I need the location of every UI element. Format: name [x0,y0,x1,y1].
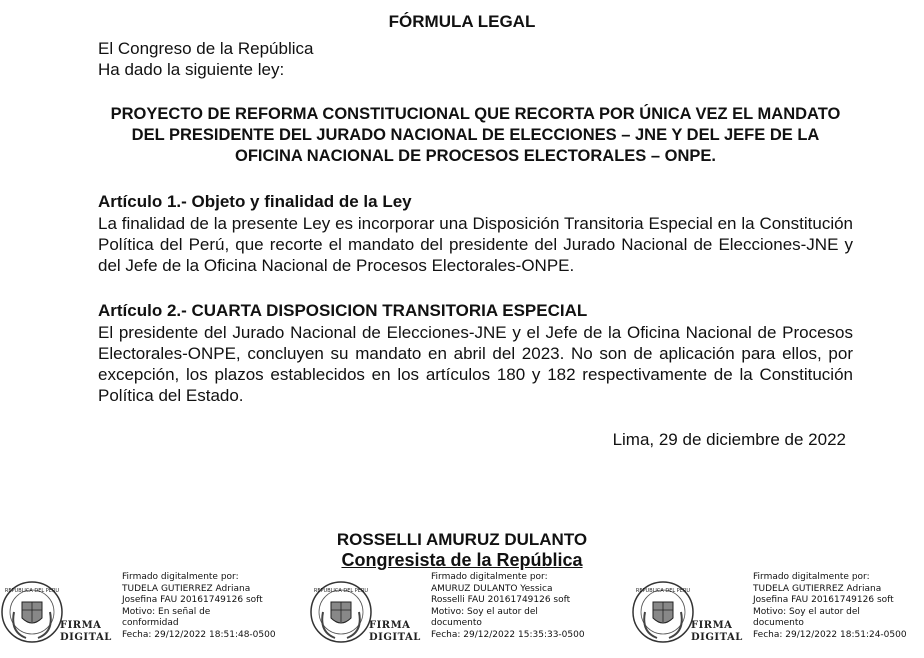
peru-coat-of-arms-seal-icon [631,572,695,658]
signature-info [753,572,907,641]
signer-role: Congresista de la República [341,550,583,570]
firma-label-line1: FIRMA [691,620,733,631]
intro-line-law: Ha dado la siguiente ley: [98,60,285,79]
signature-line: Firmado digitalmente por: [753,572,870,582]
law-title: PROYECTO DE REFORMA CONSTITUCIONAL QUE RECORTA POR ÚNICA VEZ EL MANDATO DEL PRESIDENTE DEL JURADO NACIONAL DE ELECCIONES – JNE Y DEL JEFE DE LA OFICINA NACIONAL DE PROCESOS ELECTORALES – ONPE. [110,105,841,165]
signature-line: Firmado digitalmente por: [122,572,239,582]
article-2-heading: Artículo 2.- CUARTA DISPOSICION TRANSITORIA ESPECIAL [98,301,588,320]
article-2 [98,300,853,406]
signature-line: TUDELA GUTIERREZ Adriana [753,583,882,594]
signature-line: Fecha: 29/12/2022 18:51:24-0500 [753,629,907,640]
signature-line: Fecha: 29/12/2022 15:35:33-0500 [431,629,585,640]
signature-line: Firmado digitalmente por: [431,572,548,582]
firma-digital-label [60,620,112,644]
seal-text: REPUBLICA DEL PERU [313,588,369,594]
firma-label-line2: DIGITAL [60,632,112,643]
article-2-body: El presidente del Jurado Nacional de Elecciones-JNE y el Jefe de la Oficina Nacional de Procesos Electorales-ONPE, concluyen su mandato en abril del 2023. No son de aplicación para ellos, por excepción, los plazos establecidos en los artículos 180 y 182 respectivamente de la Constitución Política del Estado. [98,323,853,405]
signature-line: documento [753,618,804,628]
article-1-body: La finalidad de la presente Ley es incorporar una Disposición Transitoria Especial en la Constitución Política del Perú, que recorte el mandato del presidente del Jurado Nacional de Elecciones-JNE y del Jefe de la Oficina Nacional de Procesos Electorales-ONPE. [98,214,853,275]
firma-label-line1: FIRMA [60,620,102,631]
firma-label-line2: DIGITAL [691,632,743,643]
signature-line: Josefina FAU 20161749126 soft [753,595,894,605]
signature-line: Josefina FAU 20161749126 soft [122,595,263,605]
signature-line: Motivo: En señal de [122,606,211,617]
signer-block [0,530,924,570]
intro-line-congress: El Congreso de la República [98,39,314,58]
signature-line: Motivo: Soy el autor del [753,606,860,617]
firma-label-line2: DIGITAL [369,632,421,643]
article-1-heading: Artículo 1.- Objeto y finalidad de la Ley [98,192,412,211]
firma-label-line1: FIRMA [369,620,411,631]
place-date: Lima, 29 de diciembre de 2022 [612,430,846,449]
legal-formula-heading: FÓRMULA LEGAL [388,12,536,31]
signature-info [431,572,585,641]
seal-text: REPUBLICA DEL PERU [4,588,60,594]
signature-line: AMURUZ DULANTO Yessica [431,583,553,594]
signature-line: conformidad [122,618,179,628]
signature-line: Motivo: Soy el autor del [431,606,538,617]
peru-coat-of-arms-seal-icon [0,572,64,658]
digital-signature-3 [631,566,924,658]
signature-info [122,572,276,641]
firma-digital-label [691,620,743,644]
intro-block [98,38,313,80]
signature-line: documento [431,618,482,628]
digital-signature-1 [0,566,300,658]
digital-signature-2 [309,566,609,658]
signature-line: TUDELA GUTIERREZ Adriana [122,583,251,594]
seal-text: REPUBLICA DEL PERU [635,588,691,594]
signer-name: ROSSELLI AMURUZ DULANTO [336,530,588,549]
signature-line: Fecha: 29/12/2022 18:51:48-0500 [122,629,276,640]
firma-digital-label [369,620,421,644]
peru-coat-of-arms-seal-icon [309,572,373,658]
article-1 [98,191,853,276]
signature-line: Rosselli FAU 20161749126 soft [431,595,571,605]
